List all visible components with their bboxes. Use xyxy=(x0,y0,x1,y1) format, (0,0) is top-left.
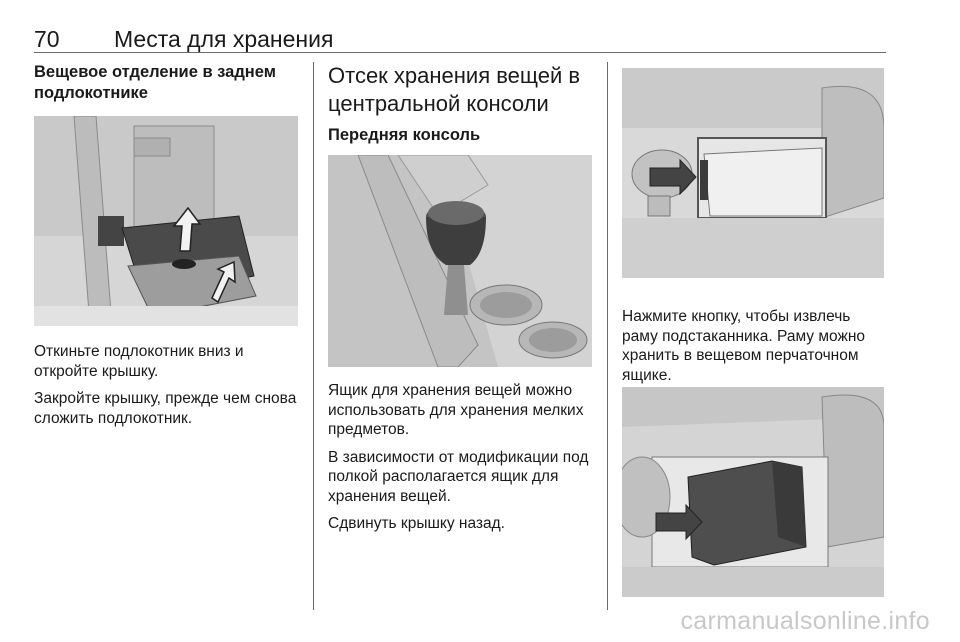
paragraph: В зависимости от модификации под полкой располагается ящик для хранения вещей. xyxy=(328,448,589,505)
watermark: carmanualsonline.info xyxy=(680,607,930,635)
section-title-center-console: Отсек хранения вещей в центральной консоли xyxy=(328,63,581,116)
column-rear-armrest-text xyxy=(34,342,300,428)
column-cupholder-text xyxy=(622,307,884,385)
column-divider xyxy=(607,62,608,610)
figure-rear-armrest xyxy=(34,116,298,326)
subsection-heading-front-console: Передняя консоль xyxy=(328,126,481,144)
figure-front-console xyxy=(328,155,592,367)
chapter-title: Места для хранения xyxy=(114,26,334,52)
page-number: 70 xyxy=(34,26,60,52)
figure-cupholder-frame xyxy=(622,68,884,278)
column-divider xyxy=(313,62,314,610)
column-center-console-text xyxy=(328,381,594,534)
column-rear-armrest xyxy=(34,62,300,104)
header-rule xyxy=(34,52,886,53)
figure-storage-box xyxy=(622,387,884,597)
paragraph: Нажмите кнопку, чтобы извлечь раму подстаканника. Раму можно хранить в вещевом перчаточном ящике. xyxy=(622,308,865,384)
section-heading-rear-armrest: Вещевое отделение в заднем подлокотнике xyxy=(34,63,276,102)
paragraph: Откиньте подлокотник вниз и откройте крышку. xyxy=(34,343,244,380)
page-header xyxy=(34,24,886,54)
column-center-console xyxy=(328,62,594,145)
paragraph: Закройте крышку, прежде чем снова сложить подлокотник. xyxy=(34,390,297,427)
paragraph: Сдвинуть крышку назад. xyxy=(328,515,505,532)
paragraph: Ящик для хранения вещей можно использовать для хранения мелких предметов. xyxy=(328,382,584,438)
